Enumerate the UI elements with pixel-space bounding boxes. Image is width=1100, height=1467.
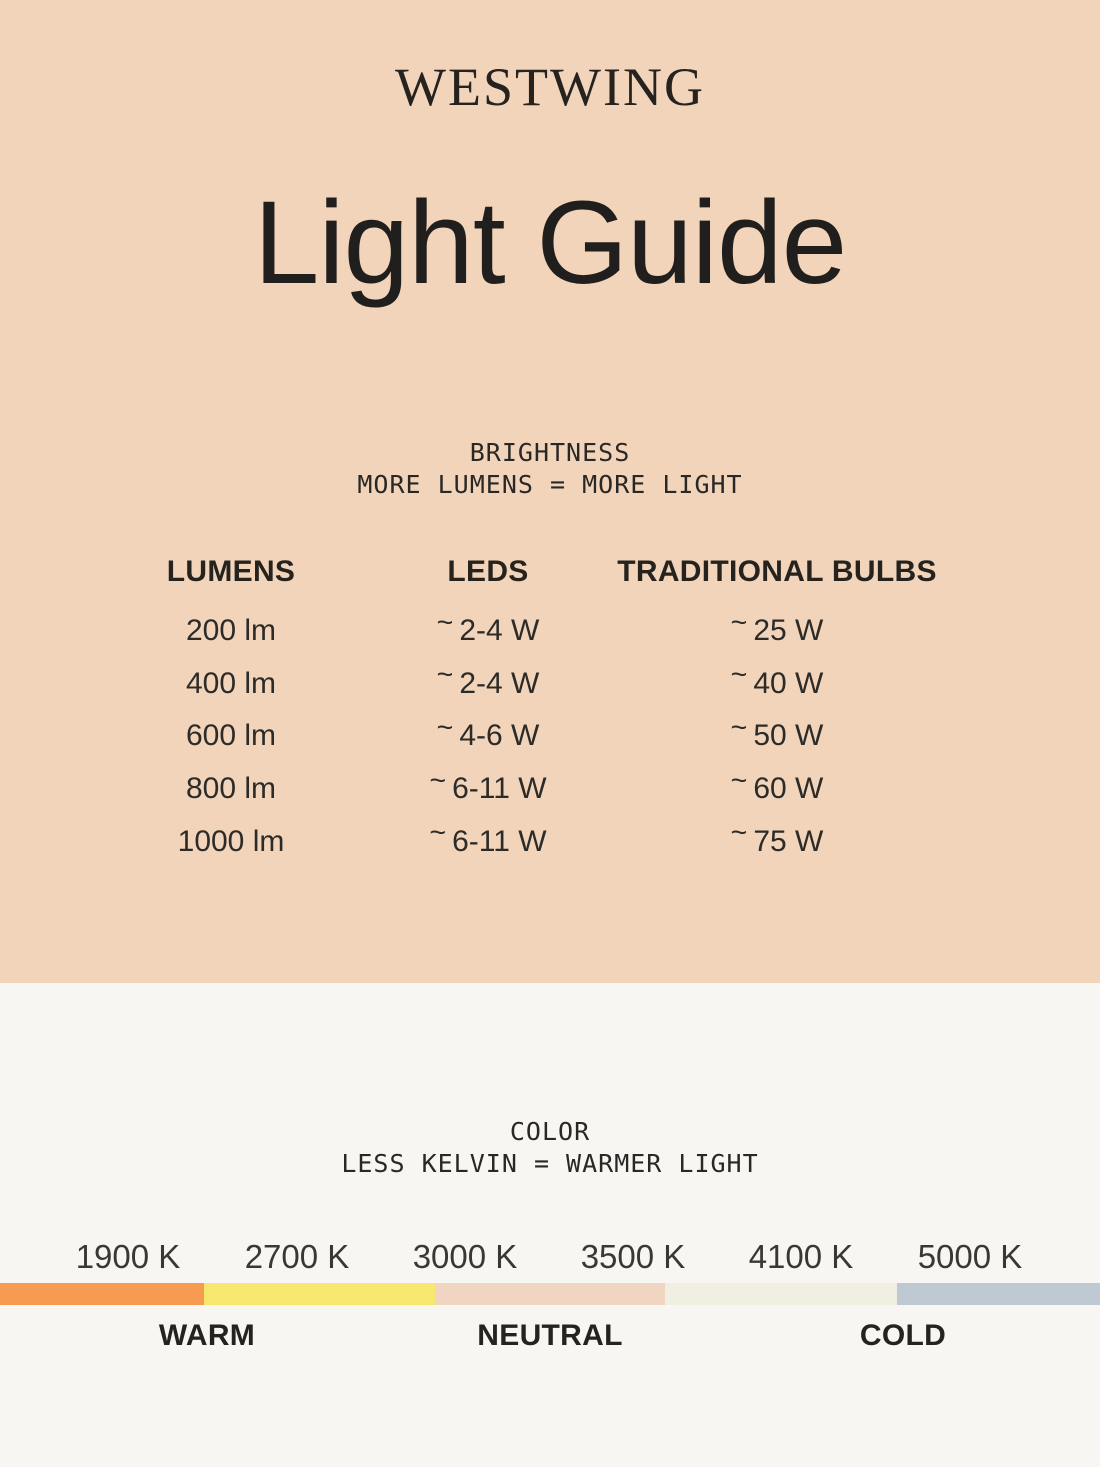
table-row [0, 710, 1100, 763]
bar-segment-warm-yellow [204, 1283, 435, 1305]
table-row [0, 815, 1100, 868]
lumens-value: 600 lm [185, 719, 277, 753]
table-row [0, 605, 1100, 658]
approx-symbol: ~ [730, 764, 748, 797]
approx-symbol: ~ [436, 711, 454, 744]
brightness-table [0, 605, 1100, 868]
leds-value: ~ 6-11 W [429, 764, 547, 806]
column-header-lumens: LUMENS [166, 555, 296, 588]
brand-logo: WESTWING [395, 57, 705, 117]
bulbs-value: ~ 60 W [730, 764, 824, 806]
leds-value: ~ 2-4 W [436, 659, 540, 700]
bar-segment-warm-orange [0, 1283, 204, 1305]
approx-symbol: ~ [436, 606, 454, 639]
lumens-value: 200 lm [185, 614, 277, 648]
bulbs-value: ~ 40 W [730, 659, 824, 700]
bulbs-value: ~ 50 W [730, 711, 824, 753]
bar-segment-neutral-cream [665, 1283, 897, 1305]
lumens-value: 400 lm [185, 666, 277, 700]
leds-value: ~ 6-11 W [429, 817, 547, 858]
table-header-row [0, 551, 1100, 593]
approx-symbol: ~ [730, 817, 748, 850]
bar-segment-neutral-peach [435, 1283, 665, 1305]
leds-value: ~ 2-4 W [436, 606, 540, 648]
lumens-value: 800 lm [185, 772, 277, 806]
zone-label-warm: WARM [158, 1319, 256, 1352]
color-heading: COLOR [509, 1117, 591, 1146]
color-subheading: LESS KELVIN = WARMER LIGHT [341, 1149, 759, 1178]
zone-label-cold: COLD [859, 1319, 947, 1352]
leds-value: ~ 4-6 W [436, 711, 540, 753]
approx-symbol: ~ [436, 659, 454, 692]
brightness-heading: BRIGHTNESS [469, 438, 631, 467]
kelvin-label-2700: 2700 K [244, 1238, 350, 1275]
kelvin-label-5000: 5000 K [917, 1238, 1023, 1275]
approx-symbol: ~ [730, 606, 748, 639]
column-header-leds: LEDS [447, 555, 529, 588]
table-row [0, 763, 1100, 816]
approx-symbol: ~ [730, 711, 748, 744]
zone-labels [0, 1317, 1100, 1357]
color-heading-block [0, 1116, 1100, 1180]
kelvin-label-3500: 3500 K [580, 1238, 686, 1275]
approx-symbol: ~ [429, 817, 447, 850]
kelvin-label-1900: 1900 K [75, 1238, 181, 1275]
color-section [0, 983, 1100, 1467]
approx-symbol: ~ [730, 659, 748, 692]
bulbs-value: ~ 75 W [730, 817, 824, 858]
brightness-subheading: MORE LUMENS = MORE LIGHT [357, 470, 743, 499]
page-title: Light Guide [253, 177, 847, 309]
kelvin-scale-labels [0, 1237, 1100, 1277]
column-header-traditional-bulbs: TRADITIONAL BULBS [617, 555, 937, 588]
brightness-heading-block [0, 437, 1100, 501]
lumens-value: 1000 lm [177, 824, 285, 858]
bulbs-value: ~ 25 W [730, 606, 824, 648]
kelvin-label-4100: 4100 K [748, 1238, 854, 1275]
color-temperature-bar [0, 1283, 1100, 1305]
approx-symbol: ~ [429, 764, 447, 797]
zone-label-neutral: NEUTRAL [477, 1319, 623, 1352]
kelvin-label-3000: 3000 K [412, 1238, 518, 1275]
table-row [0, 658, 1100, 711]
bar-segment-cold-blue [897, 1283, 1100, 1305]
